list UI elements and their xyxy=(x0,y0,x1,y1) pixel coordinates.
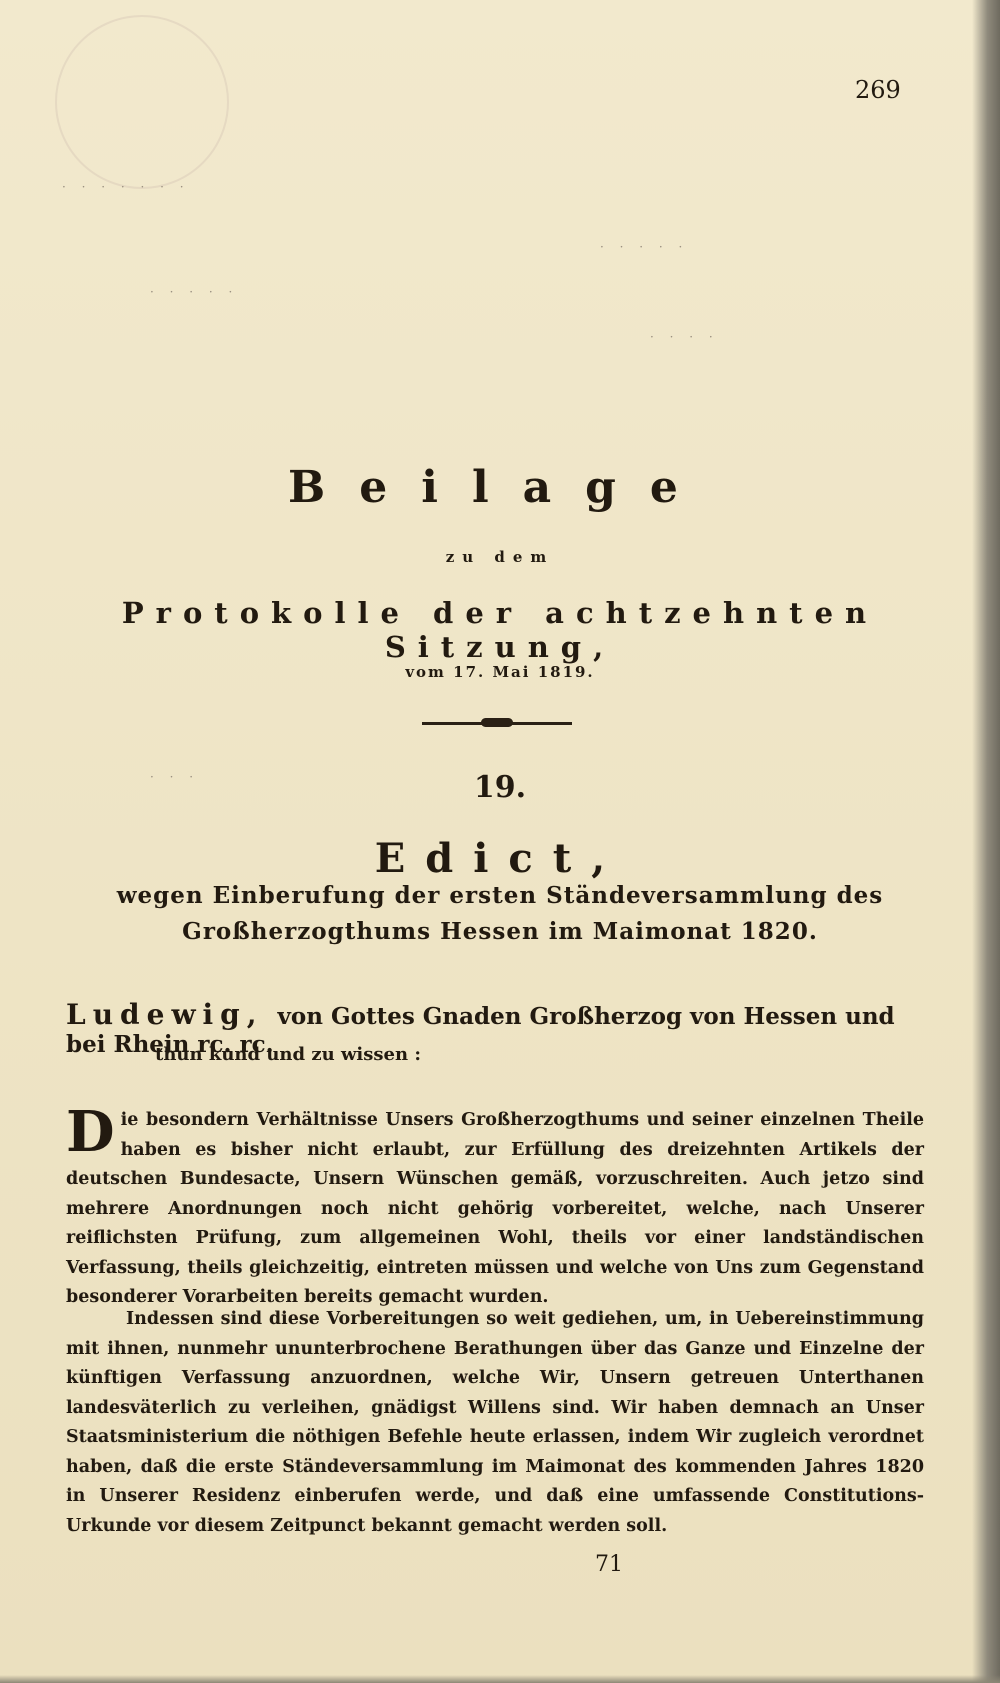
bleed-through-marks: · · · · · xyxy=(600,240,689,254)
section-number: 19. xyxy=(473,770,527,805)
sovereign-title: von Gottes Gnaden Großherzog von Hessen und bei Rhein rc. rc. xyxy=(66,1003,895,1058)
supplement-title: Beilage xyxy=(288,462,712,513)
page-number: 269 xyxy=(855,76,901,104)
edict-title: Edict, xyxy=(374,835,626,882)
bleed-through-marks: · · · · · xyxy=(150,285,239,299)
date-line: vom 17. Mai 1819. xyxy=(405,663,595,681)
bleed-through-marks: · · · · xyxy=(650,330,719,344)
page-bottom-shadow xyxy=(0,1675,1000,1683)
protocol-line: Protokolle der achtzehnten Sitzung, xyxy=(121,596,879,664)
signature-mark: 71 xyxy=(595,1552,623,1577)
subtitle-zu-dem: zu dem xyxy=(445,548,555,566)
drop-cap: D xyxy=(66,1099,115,1165)
library-stamp xyxy=(55,15,229,189)
paragraph-1 xyxy=(66,1099,924,1313)
page-edge-shadow xyxy=(972,0,1000,1683)
bleed-through-marks: · · · · · · · xyxy=(62,180,190,194)
paragraph-1-text: ie besondern Verhältnisse Unsers Großherzogthums und seiner einzelnen Theile haben es bisher nicht erlaubt, zur Erfüllung des dreizehnten Artikels der deutschen Bundesacte, Unsern Wünschen gemäß, vorzuschreiten. Auch jetzo sind mehrere Anordnungen noch nicht gehörig vorbereitet, welche, nach Unserer reiflichsten Prüfung, zum allgemeinen Wohl, theils vor einer landständischen Verfassung, theils gleichzeitig, eintreten müssen und welche von Uns zum Gegenstand besonderer Vorarbeiten bereits gemacht wurden. xyxy=(66,1110,924,1307)
decree-proclamation: thun kund und zu wissen : xyxy=(155,1044,421,1065)
bleed-through-marks: · · · xyxy=(150,770,200,784)
sovereign-name: Ludewig, xyxy=(66,998,264,1031)
paragraph-2: Indessen sind diese Vorbereitungen so weit gediehen, um, in Uebereinstimmung mit ihnen, nunmehr ununterbrochene Berathungen über das Ganze und Einzelne der künftigen Verfassung anzuordnen, welche Wir, Unsern getreuen Unterthanen landesväterlich zu verleihen, gnädigst Willens sind. Wir haben demnach an Unser Staatsministerium die nöthigen Befehle heute erlassen, indem Wir zugleich verordnet haben, daß die erste Ständeversammlung im Maimonat des kommenden Jahres 1820 in Unserer Residenz einberufen werde, und daß eine umfassende Constitutions-Urkunde vor diesem Zeitpunct bekannt gemacht werden soll. xyxy=(66,1309,924,1536)
ornamental-rule-center xyxy=(481,718,513,727)
edict-heading: wegen Einberufung der ersten Ständeversammlung des Großherzogthums Hessen im Maimonat 1820. xyxy=(116,882,884,945)
